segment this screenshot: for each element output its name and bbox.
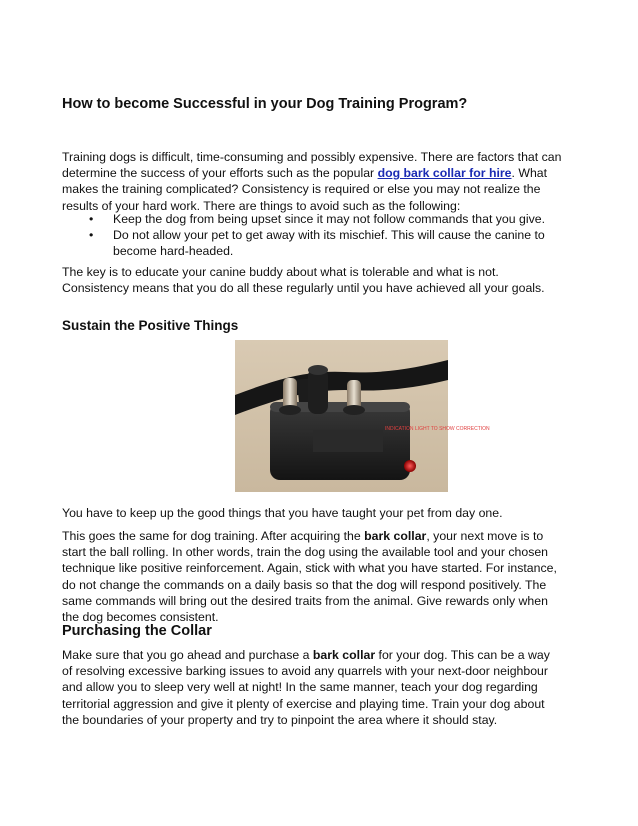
list-item-text: Keep the dog from being upset since it may not follow commands that you give.: [113, 212, 545, 226]
para-text-start: Make sure that you go ahead and purchase a: [62, 648, 313, 662]
intro-paragraph: [62, 149, 562, 214]
bark-collar-photo: [235, 340, 490, 492]
intro-text-end: . What makes the training complicated? Consistency is required or else you may not realize the results of your hard work. There are things to avoid such as the following:: [62, 166, 548, 213]
section-heading-sustain: Sustain the Positive Things: [62, 318, 239, 333]
section-heading-purchasing: Purchasing the Collar: [62, 623, 212, 639]
indication-light-label: INDICATION LIGHT TO SHOW CORRECTION: [385, 426, 490, 432]
list-item: [62, 227, 562, 259]
para-text-end: for your dog. This can be a way of resolving excessive barking issues to avoid any quarrels with your next-door neighbour and allow you to sleep very well at night! In the same manner, teach your dog regarding territorial aggression and give it plenty of exercise and playing time. Train your dog about the boundaries of your property and try to pinpoint the area where it should stay.: [62, 648, 550, 727]
bold-bark-collar: bark collar: [312, 648, 376, 662]
bullet-list: [62, 211, 562, 260]
paragraph-good-things: You have to keep up the good things that you have taught your pet from day one.: [62, 506, 503, 520]
list-item: [62, 211, 562, 227]
intro-text-start: Training dogs is difficult, time-consuming and possibly expensive. There are factors that can determine the success of your efforts such as the popular: [62, 150, 562, 181]
bullet-icon: •: [89, 228, 94, 243]
page-title: How to become Successful in your Dog Training Program?: [62, 96, 468, 112]
para-text-end: , your next move is to start the ball rolling. In other words, train the dog using the available tool and your chosen technique like positive reinforcement. Again, stick with what you have started. For instance, do not change the commands on a daily basis so that the dog will respond positively. The same commands will bring out the desired traits from the animal. Give rewards only when the dog becomes consistent.: [62, 529, 557, 625]
bold-bark-collar: bark collar: [364, 529, 427, 543]
bullet-icon: •: [89, 212, 94, 226]
paragraph-dog-training: [62, 528, 562, 625]
key-paragraph: The key is to educate your canine buddy about what is tolerable and what is not. Consistency means that you do all these regularly until you have achieved all your goals.: [62, 265, 545, 296]
dog-bark-collar-link[interactable]: dog bark collar for hire: [377, 166, 512, 181]
para-text-start: This goes the same for dog training. After acquiring the: [62, 529, 365, 543]
paragraph-purchasing: [62, 647, 562, 728]
list-item-text: Do not allow your pet to get away with its mischief. This will cause the canine to become hard-headed.: [113, 228, 545, 259]
